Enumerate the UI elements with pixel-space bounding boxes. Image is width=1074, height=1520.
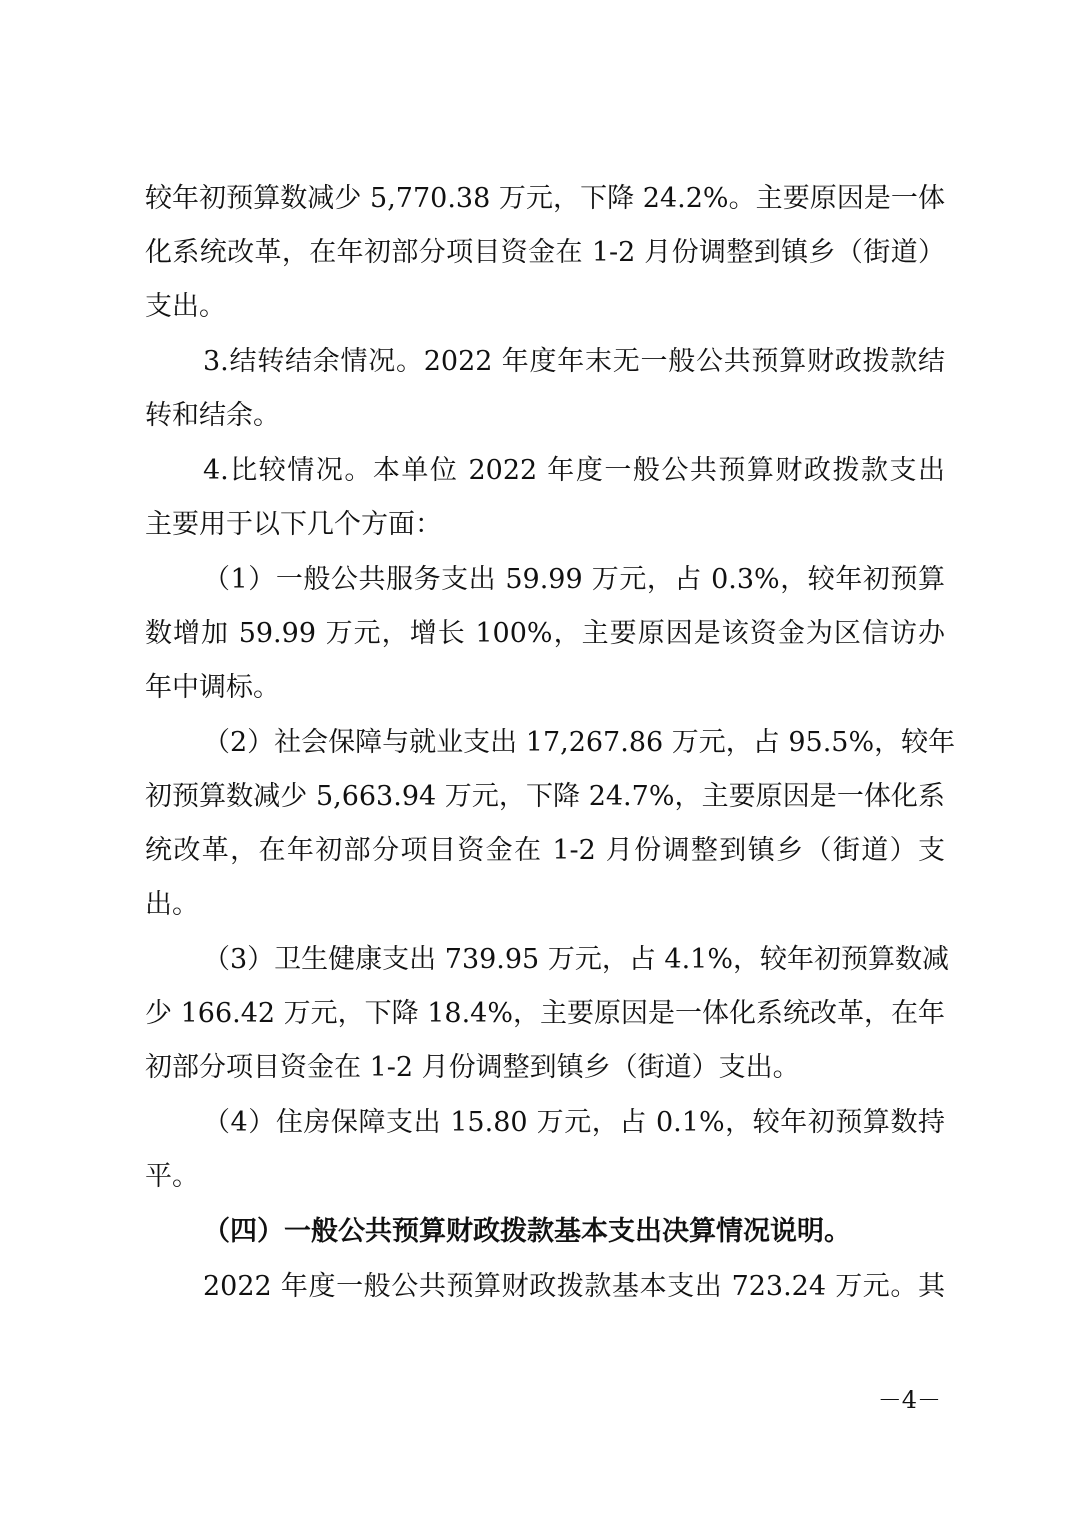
text-line: 统改革，在年初部分项目资金在 1-2 月份调整到镇乡（街道）支: [145, 835, 945, 866]
section-heading: [145, 1216, 945, 1248]
text-line: （1）一般公共服务支出 59.99 万元，占 0.3%，较年初预算: [203, 564, 945, 595]
document-page: [145, 183, 956, 1303]
text-line: 年中调标。: [145, 672, 280, 703]
text-line: 初预算数减少 5,663.94 万元，下降 24.7%，主要原因是一体化系: [145, 781, 945, 812]
text-line: （4）住房保障支出 15.80 万元，占 0.1%，较年初预算数持: [203, 1107, 945, 1138]
text-line: 平。: [145, 1161, 199, 1192]
text-line: 化系统改革，在年初部分项目资金在 1-2 月份调整到镇乡（街道）: [145, 237, 945, 268]
paragraph-item-1: [145, 564, 945, 704]
text-line: （3）卫生健康支出 739.95 万元，占 4.1%，较年初预算数减: [203, 944, 949, 975]
paragraph-budget-decrease: [145, 183, 945, 323]
paragraph-item-2: [145, 727, 956, 921]
text-line: 较年初预算数减少 5,770.38 万元，下降 24.2%。主要原因是一体: [145, 183, 945, 214]
paragraph-basic-expenditure: [145, 1271, 945, 1303]
text-line: 主要用于以下几个方面：: [145, 509, 442, 540]
text-line: （2）社会保障与就业支出 17,267.86 万元，占 95.5%，较年: [203, 727, 956, 758]
text-line: 出。: [145, 889, 199, 920]
heading-text: （四）一般公共预算财政拨款基本支出决算情况说明。: [203, 1216, 851, 1247]
paragraph-item-4: [145, 1107, 945, 1193]
text-line: 初部分项目资金在 1-2 月份调整到镇乡（街道）支出。: [145, 1052, 800, 1083]
text-line: 2022 年度一般公共预算财政拨款基本支出 723.24 万元。其: [203, 1271, 945, 1302]
page-number: －4－: [877, 1386, 941, 1414]
text-line: 3.结转结余情况。2022 年度年末无一般公共预算财政拨款结: [203, 346, 945, 377]
paragraph-carryover: [145, 346, 945, 432]
text-line: 少 166.42 万元，下降 18.4%，主要原因是一体化系统改革，在年: [145, 998, 945, 1029]
text-line: 4.比较情况。本单位 2022 年度一般公共预算财政拨款支出: [203, 455, 945, 486]
paragraph-item-3: [145, 944, 949, 1084]
text-line: 数增加 59.99 万元，增长 100%，主要原因是该资金为区信访办: [145, 618, 945, 649]
text-line: 转和结余。: [145, 400, 280, 431]
paragraph-comparison: [145, 455, 945, 541]
text-line: 支出。: [145, 291, 226, 322]
